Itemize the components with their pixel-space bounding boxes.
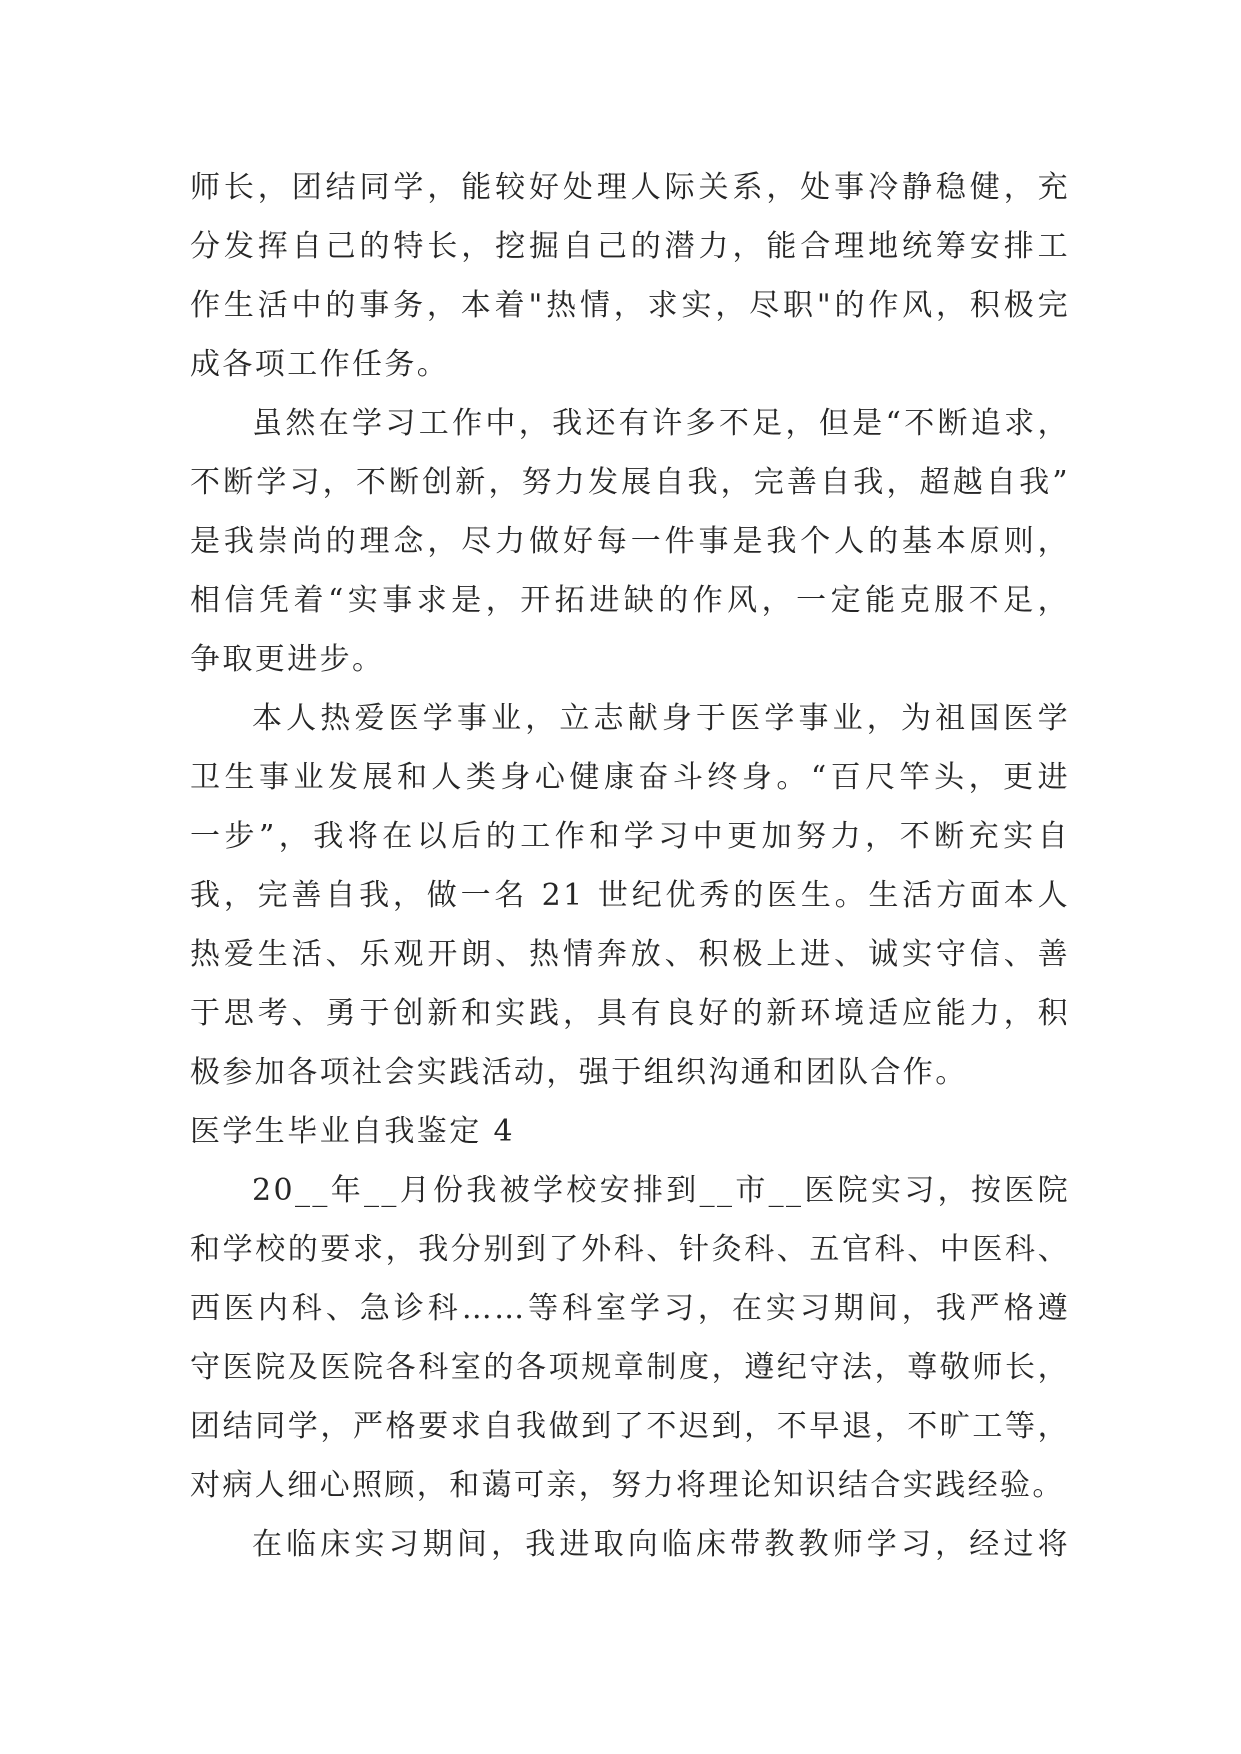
text-line: 分发挥自己的特长，挖掘自己的潜力，能合理地统筹安排工 (190, 229, 1070, 264)
text-line: 在临床实习期间，我进取向临床带教教师学习，经过将 (252, 1527, 1070, 1562)
text-line: 相信凭着“实事求是，开拓进缺的作风，一定能克服不足， (190, 583, 1070, 618)
text-line: 和学校的要求，我分别到了外科、针灸科、五官科、中医科、 (190, 1232, 1070, 1267)
text-line: 于思考、勇于创新和实践，具有良好的新环境适应能力，积 (190, 996, 1070, 1031)
text-line: 是我崇尚的理念，尽力做好每一件事是我个人的基本原则， (190, 524, 1070, 559)
text-line: 西医内科、急诊科……等科室学习，在实习期间，我严格遵 (190, 1291, 1070, 1326)
text-line: 一步”，我将在以后的工作和学习中更加努力，不断充实自 (190, 819, 1070, 854)
section-heading: 医学生毕业自我鉴定 4 (190, 1114, 516, 1149)
text-line: 本人热爱医学事业，立志献身于医学事业，为祖国医学 (252, 701, 1070, 736)
text-line: 极参加各项社会实践活动，强于组织沟通和团队合作。 (190, 1055, 968, 1090)
text-line: 不断学习，不断创新，努力发展自我，完善自我，超越自我” (190, 465, 1070, 500)
text-line: 热爱生活、乐观开朗、热情奔放、积极上进、诚实守信、善 (190, 937, 1070, 972)
text-line: 师长，团结同学，能较好处理人际关系，处事冷静稳健，充 (190, 170, 1070, 205)
text-line: 守医院及医院各科室的各项规章制度，遵纪守法，尊敬师长， (190, 1350, 1070, 1385)
text-line: 20__年__月份我被学校安排到__市__医院实习，按医院 (252, 1173, 1070, 1208)
text-line: 作生活中的事务，本着"热情，求实，尽职"的作风，积极完 (190, 288, 1070, 323)
text-line: 团结同学，严格要求自我做到了不迟到，不早退，不旷工等， (190, 1409, 1070, 1444)
text-line: 卫生事业发展和人类身心健康奋斗终身。“百尺竿头，更进 (190, 760, 1070, 795)
text-line: 我，完善自我，做一名 21 世纪优秀的医生。生活方面本人 (190, 878, 1070, 913)
text-line: 对病人细心照顾，和蔼可亲，努力将理论知识结合实践经验。 (190, 1468, 1065, 1503)
text-line: 虽然在学习工作中，我还有许多不足，但是“不断追求， (252, 406, 1070, 441)
document-body (190, 158, 1070, 1574)
text-line: 成各项工作任务。 (190, 347, 450, 382)
text-line: 争取更进步。 (190, 642, 385, 677)
